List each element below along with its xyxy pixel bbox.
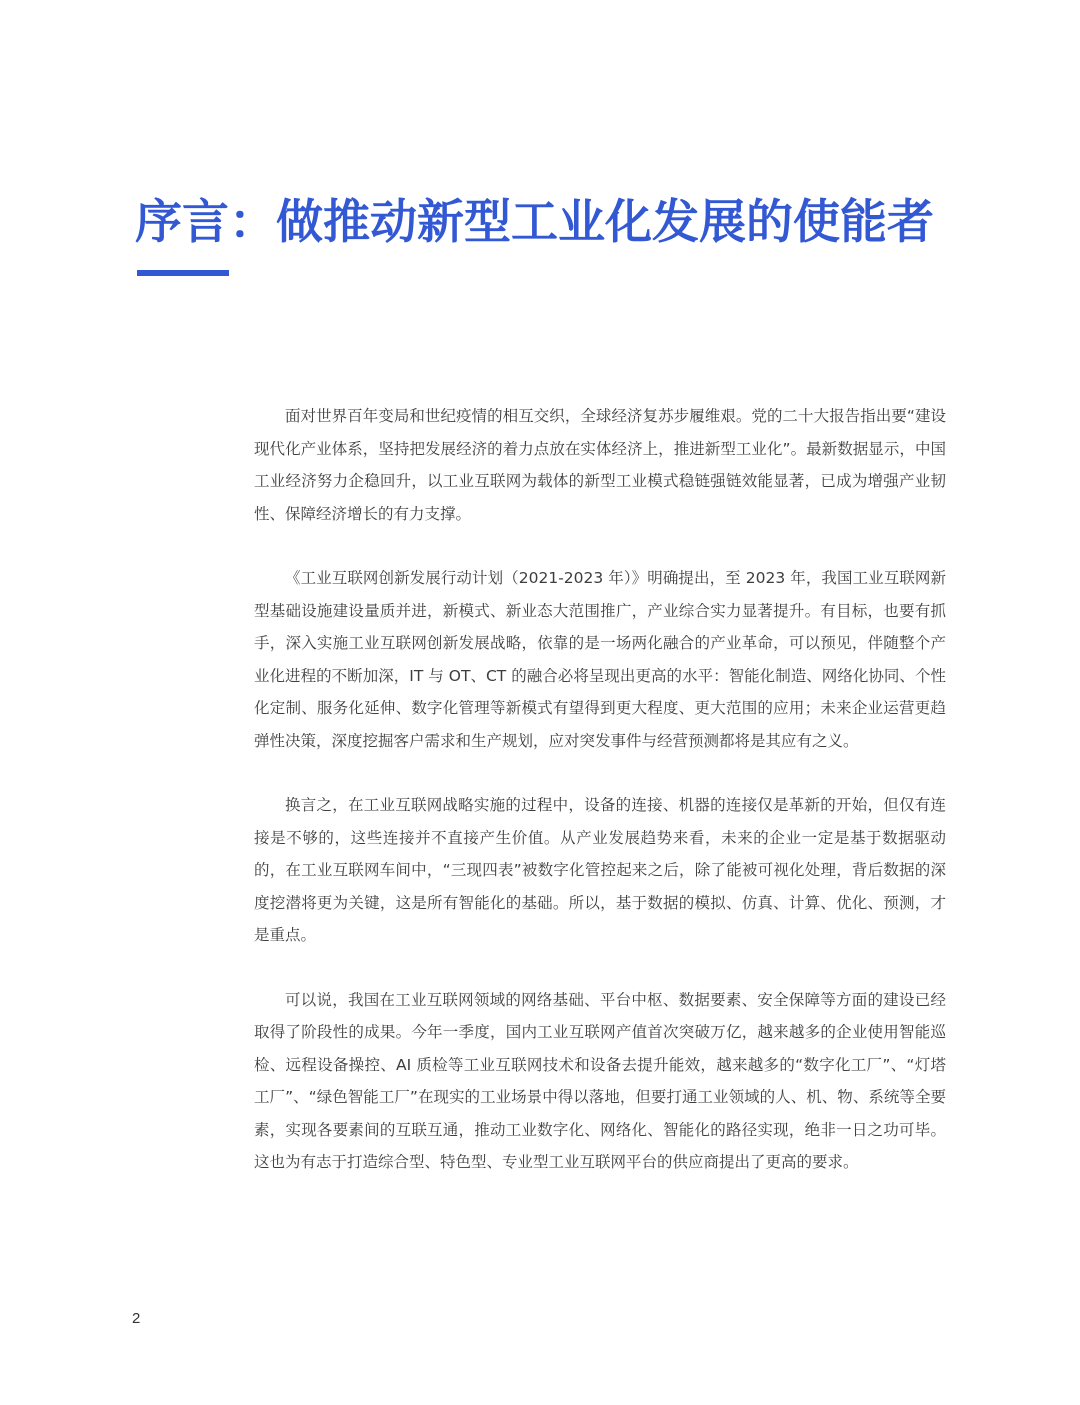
paragraph-2: 《工业互联网创新发展行动计划（2021-2023 年）》明确提出，至 2023 年，我国工业互联网新型基础设施建设量质并进，新模式、新业态大范围推广，产业综合实力显著提升。有目标，也要有抓手，深入实施工业互联网创新发展战略，依靠的是一场两化融合的产业革命，可以预见，伴随整个产业化进程的不断加深，IT 与 OT、CT 的融合必将呈现出更高的水平：智能化制造、网络化协同、个性化定制、服务化延伸、数字化管理等新模式有望得到更大程度、更大范围的应用；未来企业运营更趋弹性决策，深度挖掘客户需求和生产规划，应对突发事件与经营预测都将是其应有之义。 [254,569,946,750]
page-number: 2 [132,1310,141,1327]
paragraph-4: 可以说，我国在工业互联网领域的网络基础、平台中枢、数据要素、安全保障等方面的建设已经取得了阶段性的成果。今年一季度，国内工业互联网产值首次突破万亿，越来越多的企业使用智能巡检、远程设备操控、AI 质检等工业互联网技术和设备去提升能效，越来越多的“数字化工厂”、“灯塔工厂”、“绿色智能工厂”在现实的工业场景中得以落地，但要打通工业领域的人、机、物、系统等全要素，实现各要素间的互联互通，推动工业数字化、网络化、智能化的路径实现，绝非一日之功可毕。这也为有志于打造综合型、特色型、专业型工业互联网平台的供应商提出了更高的要求。 [254,990,946,1171]
title-underline [137,270,229,276]
page-title: 序言：做推动新型工业化发展的使能者 [135,195,934,250]
paragraph-1: 面对世界百年变局和世纪疫情的相互交织，全球经济复苏步履维艰。党的二十大报告指出要“建设现代化产业体系，坚持把发展经济的着力点放在实体经济上，推进新型工业化”。最新数据显示，中国工业经济努力企稳回升，以工业互联网为载体的新型工业模式稳链强链效能显著，已成为增强产业韧性、保障经济增长的有力支撑。 [254,407,946,523]
paragraph-3: 换言之，在工业互联网战略实施的过程中，设备的连接、机器的连接仅是革新的开始，但仅有连接是不够的，这些连接并不直接产生价值。从产业发展趋势来看，未来的企业一定是基于数据驱动的，在工业互联网车间中，“三现四表”被数字化管控起来之后，除了能被可视化处理，背后数据的深度挖潜将更为关键，这是所有智能化的基础。所以，基于数据的模拟、仿真、计算、优化、预测，才是重点。 [254,796,946,944]
body-text [254,400,946,1211]
